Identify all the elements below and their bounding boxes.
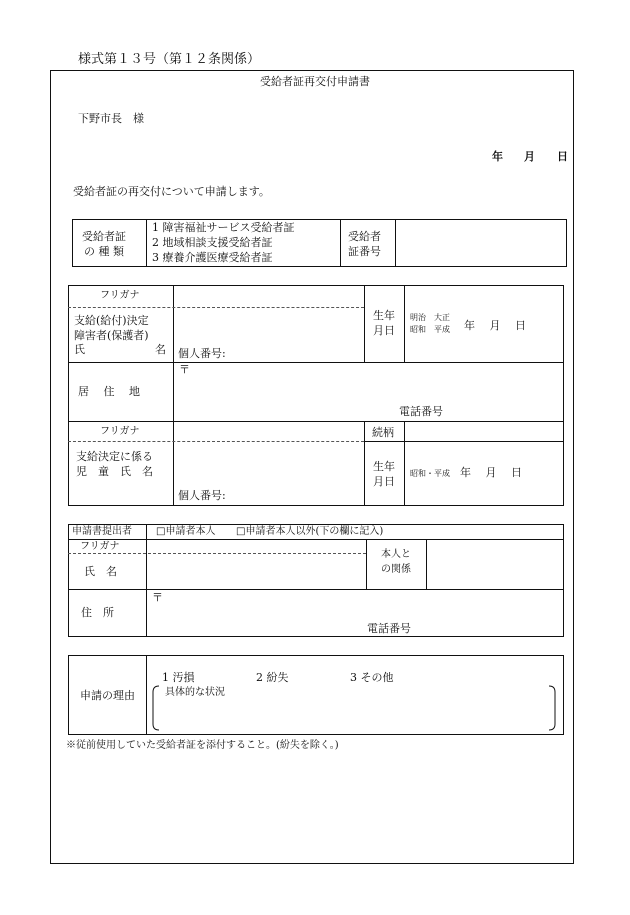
date-month: 月	[524, 150, 535, 163]
date-year: 年	[492, 150, 503, 163]
submitter-relation-label: 本人と	[381, 549, 411, 560]
reason-option-lost[interactable]: 2 紛失	[256, 671, 289, 684]
cert-number-label-2: 証番号	[348, 245, 381, 258]
reason-label: 申請の理由	[80, 689, 135, 702]
child-birth-label-2: 月日	[373, 475, 395, 488]
applicant-my-number-label: 個人番号:	[178, 347, 226, 360]
applicant-era-options-2[interactable]: 昭和 平成	[410, 325, 450, 334]
child-furigana-field[interactable]	[175, 423, 362, 440]
cert-type-label: 受給者証	[82, 230, 126, 243]
applicant-birth-date: 年 月 日	[464, 319, 526, 332]
form-title: 受給者証再交付申請書	[260, 75, 370, 88]
child-relation-label: 続柄	[372, 426, 394, 439]
address-field[interactable]	[190, 364, 560, 404]
attachment-note: ※従前使用していた受給者証を添付すること。(紛失を除く。)	[66, 740, 339, 751]
reason-option-other[interactable]: 3 その他	[350, 671, 394, 684]
phone-label: 電話番号	[399, 405, 443, 418]
applicant-era-options[interactable]: 明治 大正	[410, 313, 450, 322]
submitter-furigana-label: フリガナ	[80, 541, 120, 552]
applicant-name-label-3b: 名	[155, 343, 166, 356]
child-name-label-2: 児 童 氏 名	[76, 465, 153, 478]
detail-label: 具体的な状況	[165, 687, 225, 698]
cert-option-2[interactable]: 2 地域相談支援受給者証	[152, 236, 273, 249]
child-era-options[interactable]: 昭和・平成	[410, 469, 450, 478]
submitter-other-checkbox[interactable]: □申請者本人以外(下の欄に記入)	[236, 526, 384, 537]
submitter-phone-label: 電話番号	[367, 622, 411, 635]
submitter-furigana-field[interactable]	[148, 541, 364, 552]
applicant-furigana-label: フリガナ	[100, 290, 140, 301]
form-number: 様式第１３号（第１２条関係）	[78, 52, 261, 67]
submitter-self-checkbox[interactable]: □申請者本人	[156, 526, 216, 537]
applicant-name-field[interactable]	[175, 309, 362, 344]
submitter-address-label: 住 所	[81, 606, 114, 619]
cert-type-label-2: の 種 類	[84, 245, 124, 258]
child-furigana-label: フリガナ	[100, 426, 140, 437]
child-my-number-label: 個人番号:	[178, 489, 226, 502]
applicant-furigana-field[interactable]	[175, 287, 362, 306]
child-name-label: 支給決定に係る	[76, 450, 153, 463]
address-label: 居 住 地	[78, 385, 140, 398]
submitter-postal-mark: 〒	[152, 591, 163, 604]
child-birth-label: 生年	[373, 460, 395, 473]
child-name-field[interactable]	[175, 443, 362, 484]
cert-number-label: 受給者	[348, 230, 381, 243]
child-birth-date: 年 月 日	[460, 466, 522, 479]
cert-number-field[interactable]	[397, 221, 565, 265]
submitter-name-label: 氏 名	[84, 565, 117, 578]
submitter-address-field[interactable]	[164, 592, 560, 618]
submitter-relation-label-2: の関係	[381, 564, 411, 575]
submitter-label: 申請書提出者	[72, 526, 132, 537]
cert-option-1[interactable]: 1 障害福祉サービス受給者証	[152, 221, 295, 234]
applicant-birth-label: 生年	[373, 309, 395, 322]
submitter-name-field[interactable]	[148, 555, 364, 587]
applicant-name-label-2: 障害者(保護者)	[74, 329, 149, 342]
reason-option-soiled[interactable]: 1 汚損	[162, 671, 195, 684]
intro-text: 受給者証の再交付について申請します。	[73, 185, 270, 198]
cert-option-3[interactable]: 3 療養介護医療受給者証	[152, 251, 273, 264]
addressee: 下野市長 様	[78, 112, 144, 125]
child-relation-field[interactable]	[406, 423, 562, 440]
submitter-relation-field[interactable]	[428, 541, 562, 587]
applicant-name-label: 支給(給付)決定	[74, 314, 149, 327]
detail-field[interactable]	[165, 702, 545, 728]
date-day: 日	[557, 150, 568, 163]
applicant-birth-label-2: 月日	[373, 324, 395, 337]
postal-mark: 〒	[179, 363, 190, 376]
applicant-name-label-3a: 氏	[74, 343, 85, 356]
